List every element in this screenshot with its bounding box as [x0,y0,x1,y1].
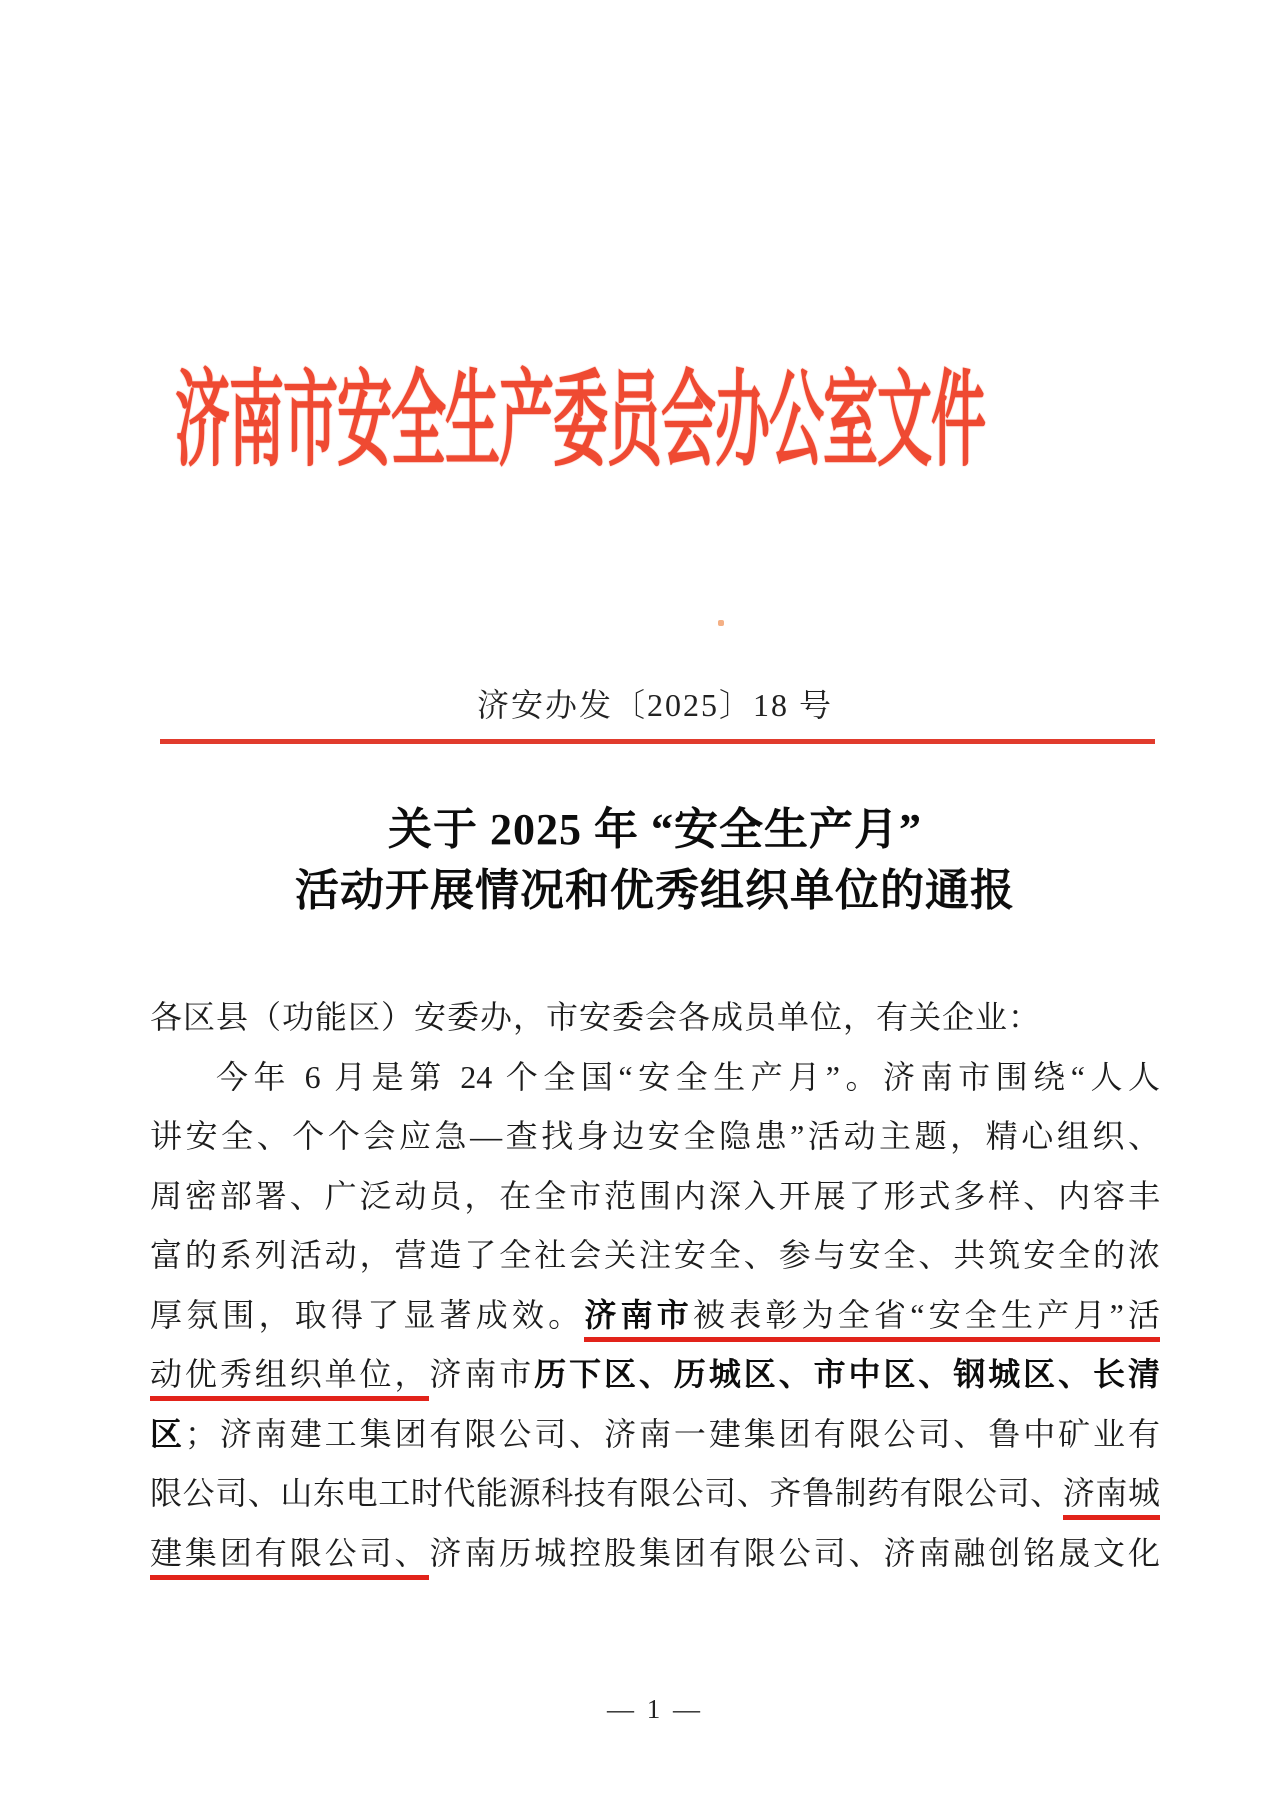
red-underlined-text: 被表彰为全省“安全生产月”活 [693,1297,1160,1342]
body-text: 限公司、山东电工时代能源科技有限公司、齐鲁制药有限公司、 [150,1475,1063,1511]
issuing-org-title: 济南市安全生产委员会办公室文件 [174,362,985,479]
body-line [150,1345,1160,1405]
red-underlined-text: 济南城 [1063,1475,1160,1520]
document-number: 济安办发〔2025〕18 号 [476,687,833,723]
red-underlined-text: 动优秀组织单位， [150,1356,429,1401]
body-text: 今年 6 月是第 24 个全国“安全生产月”。济南市围绕“人人 [216,1058,1160,1095]
body-text: ；济南建工集团有限公司、济南一建集团有限公司、鲁中矿业有 [184,1415,1160,1452]
body-line [150,1524,1160,1584]
body-line [150,1048,1160,1108]
body-text: 周密部署、广泛动员，在全市范围内深入开展了形式多样、内容丰 [150,1177,1160,1214]
body [150,988,1160,1583]
body-text: 厚氛围，取得了显著成效。 [150,1296,585,1333]
red-divider-rule [160,739,1155,744]
bold-text: 历下区、历城区、市中区、钢城区、长清 [534,1356,1160,1392]
red-letterhead [75,352,1085,479]
red-underlined-text: 建集团有限公司、 [150,1535,429,1580]
document-title-line2: 活动开展情况和优秀组织单位的通报 [295,866,1015,915]
body-line [150,1107,1160,1167]
document-title-line1: 关于 2025 年 “安全生产月” [388,805,922,854]
body-line [150,1167,1160,1227]
body-line [150,1226,1160,1286]
body-text: 讲安全、个个会应急—查找身边安全隐患”活动主题，精心组织、 [150,1118,1160,1154]
body-text: 富的系列活动，营造了全社会关注安全、参与安全、共筑安全的浓 [150,1237,1160,1273]
body-text: 各区县（功能区）安委办，市安委会各成员单位，有关企业： [150,999,1042,1035]
body-line [150,988,1160,1048]
body-line [150,1464,1160,1524]
bold-text: 区 [150,1415,185,1452]
scan-speck-artifact [718,620,724,626]
red-underlined-text: 济南市 [584,1297,693,1342]
body-text: 济南历城控股集团有限公司、济南融创铭晟文化 [429,1534,1160,1571]
body-line [150,1286,1160,1346]
document-title [150,799,1160,921]
page-number: — 1 — [607,1694,703,1724]
body-line [150,1405,1160,1465]
body-text: 济南市 [429,1356,535,1392]
